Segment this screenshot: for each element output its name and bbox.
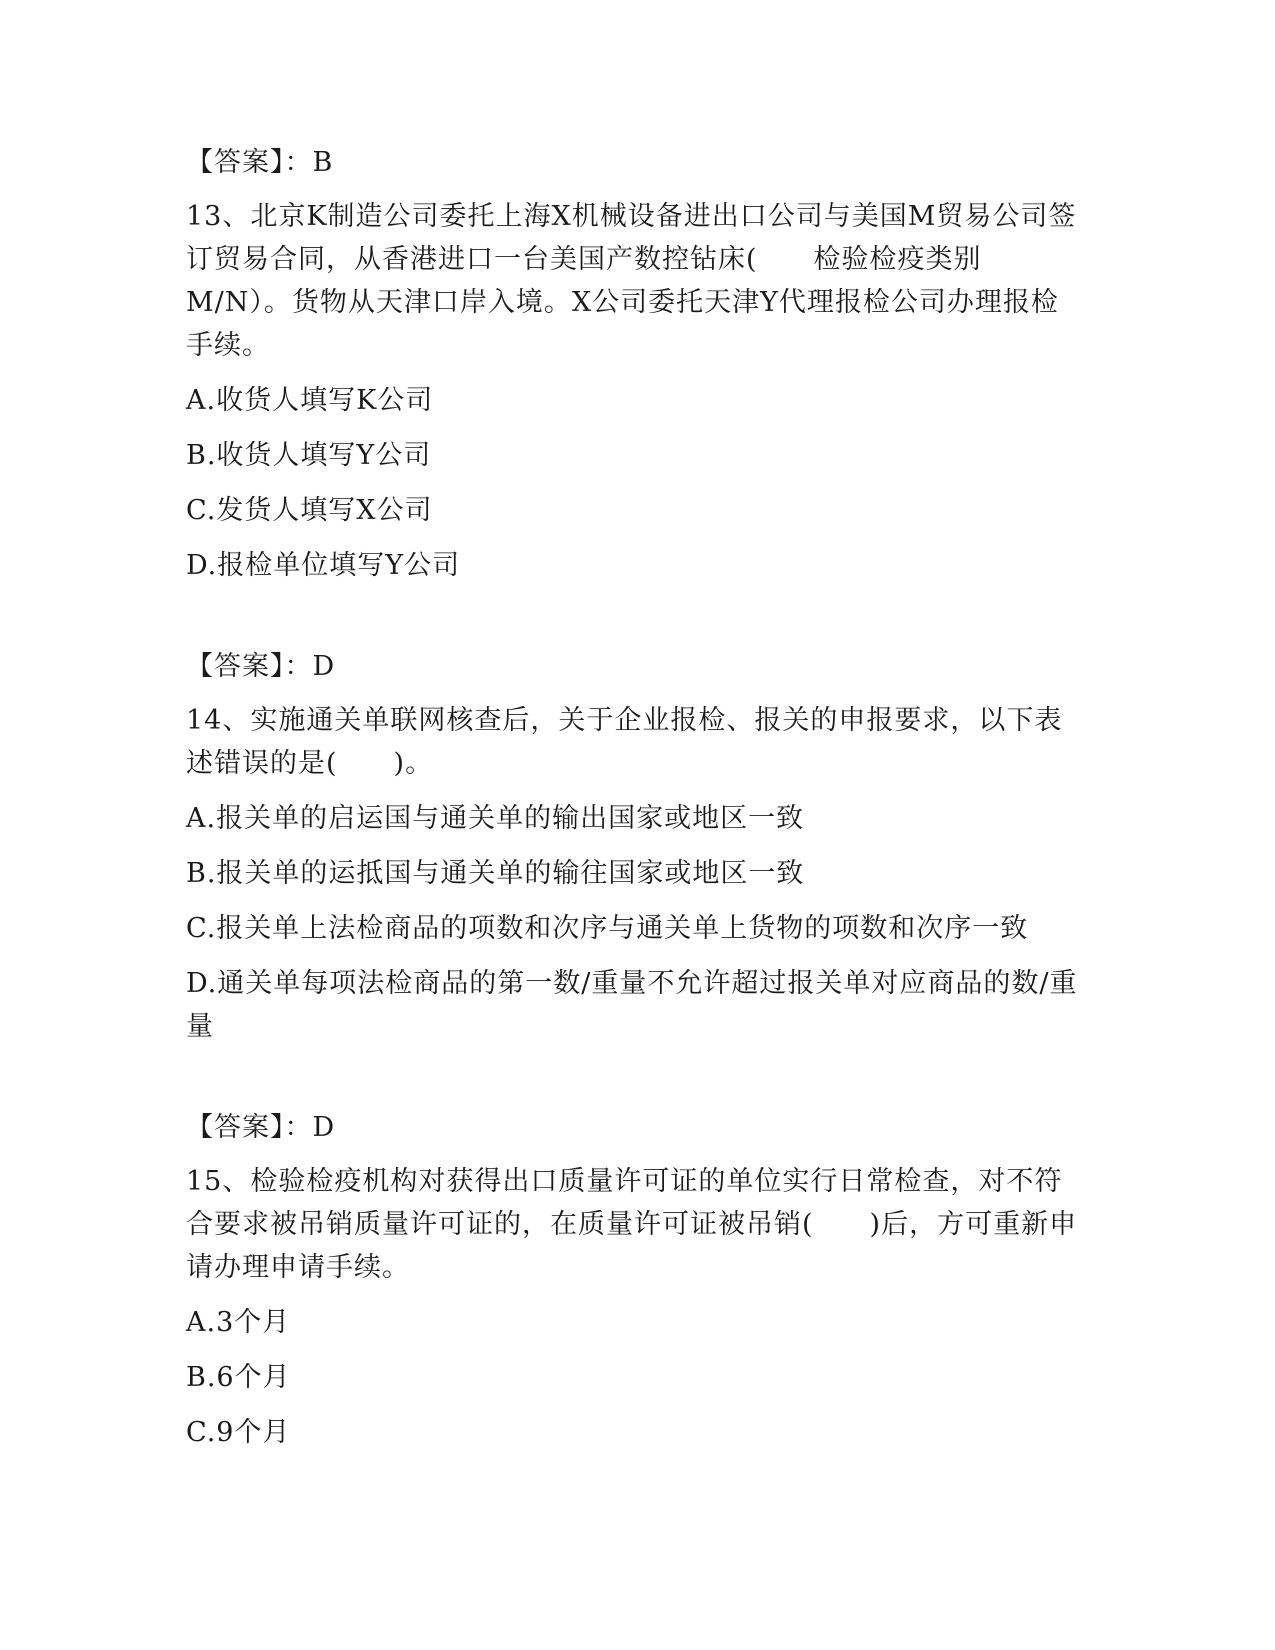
question-13-option-d: D.报检单位填写Y公司	[186, 550, 461, 581]
spacer	[186, 1060, 1086, 1110]
question-15-stem: 15、检验检疫机构对获得出口质量许可证的单位实行日常检查，对不符合要求被吊销质量许可证的，在质量许可证被吊销( )后，方可重新申请办理申请手续。	[186, 1166, 1078, 1283]
spacer	[186, 599, 1086, 649]
question-15-option-b: B.6个月	[186, 1362, 291, 1393]
question-14-option-d: D.通关单每项法检商品的第一数/重量不允许超过报关单对应商品的数/重量	[186, 968, 1078, 1042]
question-14-stem: 14、实施通关单联网核查后，关于企业报检、报关的申报要求，以下表述错误的是( )。	[186, 705, 1063, 779]
answer-q12: 【答案】：B	[186, 147, 334, 178]
question-13-option-b: B.收货人填写Y公司	[186, 440, 432, 471]
question-15-option-c: C.9个月	[186, 1417, 291, 1448]
document-page	[186, 145, 1086, 1466]
answer-q14: 【答案】：D	[186, 1112, 336, 1143]
question-13-option-a: A.收货人填写K公司	[186, 385, 434, 416]
question-14-option-b: B.报关单的运抵国与通关单的输往国家或地区一致	[186, 858, 805, 889]
question-14-option-c: C.报关单上法检商品的项数和次序与通关单上货物的项数和次序一致	[186, 913, 1029, 944]
question-13-option-c: C.发货人填写X公司	[186, 495, 433, 526]
question-15-option-a: A.3个月	[186, 1307, 291, 1338]
question-13-stem: 13、北京K制造公司委托上海X机械设备进出口公司与美国M贸易公司签订贸易合同，从香港进口一台美国产数控钻床( 检验检疫类别M/N）。货物从天津口岸入境。X公司委托天津Y代理报检公司办理报检手续。	[186, 201, 1077, 361]
question-14-option-a: A.报关单的启运国与通关单的输出国家或地区一致	[186, 803, 805, 834]
answer-q13: 【答案】：D	[186, 651, 336, 682]
